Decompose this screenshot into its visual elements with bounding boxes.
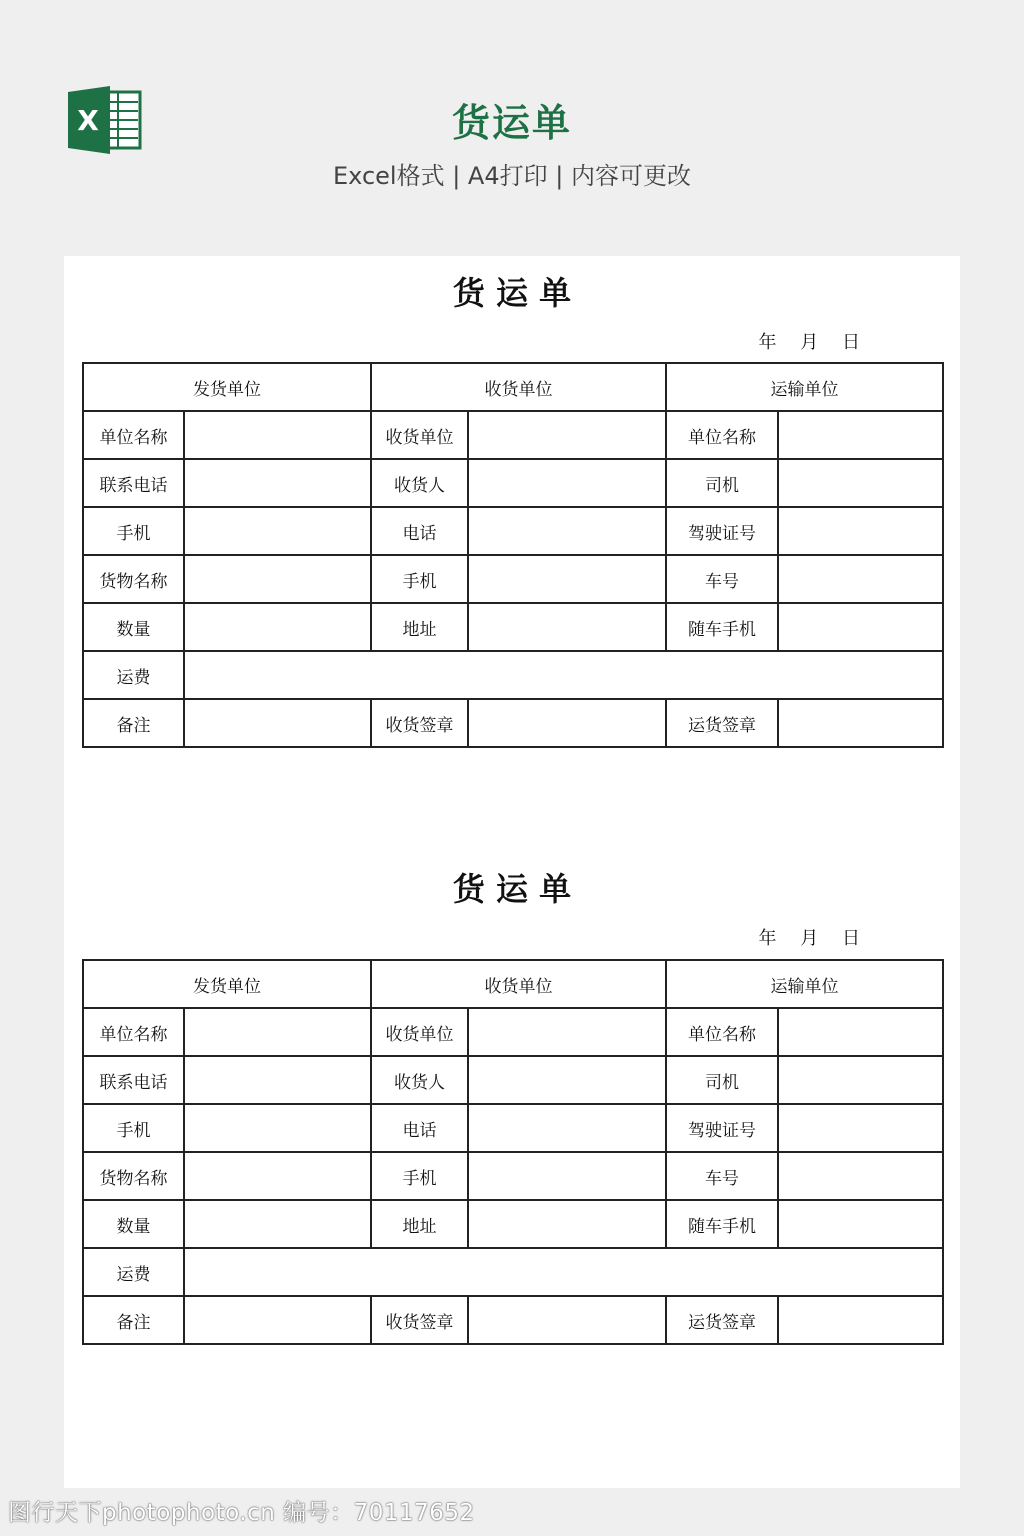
field-label: 电话 bbox=[371, 507, 468, 555]
field-label: 驾驶证号 bbox=[666, 1104, 778, 1152]
value-cell[interactable] bbox=[778, 459, 943, 507]
freight-value-cell[interactable] bbox=[184, 1248, 943, 1296]
field-label: 车号 bbox=[666, 555, 778, 603]
section-carrier: 运输单位 bbox=[666, 363, 943, 411]
field-label: 地址 bbox=[371, 1200, 468, 1248]
field-label: 单位名称 bbox=[666, 1008, 778, 1056]
value-cell[interactable] bbox=[468, 1056, 666, 1104]
table-row bbox=[83, 555, 943, 603]
value-cell[interactable] bbox=[778, 1104, 943, 1152]
form-title: 货 运 单 bbox=[452, 870, 572, 908]
table-row bbox=[83, 1104, 943, 1152]
section-carrier: 运输单位 bbox=[666, 960, 943, 1008]
field-label: 收货单位 bbox=[371, 411, 468, 459]
field-label: 运货签章 bbox=[666, 1296, 778, 1344]
section-sender: 发货单位 bbox=[83, 960, 371, 1008]
field-label: 数量 bbox=[83, 1200, 184, 1248]
table-row bbox=[83, 603, 943, 651]
table-row bbox=[83, 459, 943, 507]
field-label: 单位名称 bbox=[83, 411, 184, 459]
value-cell[interactable] bbox=[468, 459, 666, 507]
value-cell[interactable] bbox=[184, 1296, 371, 1344]
date-year: 年 bbox=[758, 332, 777, 353]
logo-letter: X bbox=[77, 104, 99, 137]
value-cell[interactable] bbox=[778, 1152, 943, 1200]
value-cell[interactable] bbox=[778, 603, 943, 651]
field-label: 手机 bbox=[371, 1152, 468, 1200]
date-day: 日 bbox=[842, 332, 860, 353]
field-label: 司机 bbox=[666, 1056, 778, 1104]
section-sender: 发货单位 bbox=[83, 363, 371, 411]
field-label: 联系电话 bbox=[83, 1056, 184, 1104]
field-label: 备注 bbox=[83, 699, 184, 747]
field-label: 单位名称 bbox=[666, 411, 778, 459]
value-cell[interactable] bbox=[184, 555, 371, 603]
value-cell[interactable] bbox=[184, 699, 371, 747]
value-cell[interactable] bbox=[184, 507, 371, 555]
freight-value-cell[interactable] bbox=[184, 651, 943, 699]
value-cell[interactable] bbox=[468, 555, 666, 603]
value-cell[interactable] bbox=[468, 699, 666, 747]
value-cell[interactable] bbox=[184, 1200, 371, 1248]
field-label: 随车手机 bbox=[666, 603, 778, 651]
field-label: 手机 bbox=[83, 1104, 184, 1152]
table-row bbox=[83, 1200, 943, 1248]
value-cell[interactable] bbox=[184, 411, 371, 459]
page-title: 货运单 bbox=[451, 101, 572, 145]
date-month: 月 bbox=[800, 928, 819, 949]
field-label: 收货签章 bbox=[371, 699, 468, 747]
section-receiver: 收货单位 bbox=[371, 363, 666, 411]
table-row bbox=[83, 507, 943, 555]
value-cell[interactable] bbox=[468, 1152, 666, 1200]
remarks-row bbox=[83, 699, 943, 747]
field-label: 地址 bbox=[371, 603, 468, 651]
field-label: 备注 bbox=[83, 1296, 184, 1344]
field-label: 货物名称 bbox=[83, 555, 184, 603]
value-cell[interactable] bbox=[184, 1152, 371, 1200]
value-cell[interactable] bbox=[184, 1008, 371, 1056]
watermark: 图行天下photophoto.cn 编号：70117652 bbox=[8, 1500, 475, 1526]
freight-row bbox=[83, 651, 943, 699]
field-label: 收货单位 bbox=[371, 1008, 468, 1056]
field-label: 联系电话 bbox=[83, 459, 184, 507]
remarks-row bbox=[83, 1296, 943, 1344]
form-title: 货 运 单 bbox=[452, 274, 572, 312]
value-cell[interactable] bbox=[778, 411, 943, 459]
date-year: 年 bbox=[758, 928, 777, 949]
value-cell[interactable] bbox=[778, 555, 943, 603]
value-cell[interactable] bbox=[468, 1296, 666, 1344]
value-cell[interactable] bbox=[778, 1008, 943, 1056]
waybill-table bbox=[82, 362, 944, 748]
field-label: 收货人 bbox=[371, 1056, 468, 1104]
section-header-row bbox=[83, 363, 943, 411]
value-cell[interactable] bbox=[778, 1296, 943, 1344]
waybill-table bbox=[82, 959, 944, 1345]
value-cell[interactable] bbox=[778, 507, 943, 555]
field-label: 电话 bbox=[371, 1104, 468, 1152]
value-cell[interactable] bbox=[184, 459, 371, 507]
value-cell[interactable] bbox=[468, 411, 666, 459]
value-cell[interactable] bbox=[778, 1056, 943, 1104]
value-cell[interactable] bbox=[468, 1104, 666, 1152]
field-label: 随车手机 bbox=[666, 1200, 778, 1248]
field-label: 车号 bbox=[666, 1152, 778, 1200]
field-label: 驾驶证号 bbox=[666, 507, 778, 555]
value-cell[interactable] bbox=[468, 507, 666, 555]
field-label: 运货签章 bbox=[666, 699, 778, 747]
freight-row bbox=[83, 1248, 943, 1296]
value-cell[interactable] bbox=[468, 1200, 666, 1248]
date-line bbox=[741, 328, 860, 354]
field-label: 单位名称 bbox=[83, 1008, 184, 1056]
table-row bbox=[83, 1056, 943, 1104]
table-row bbox=[83, 1152, 943, 1200]
freight-label: 运费 bbox=[83, 651, 184, 699]
field-label: 数量 bbox=[83, 603, 184, 651]
field-label: 收货签章 bbox=[371, 1296, 468, 1344]
field-label: 手机 bbox=[371, 555, 468, 603]
field-label: 司机 bbox=[666, 459, 778, 507]
value-cell[interactable] bbox=[184, 1056, 371, 1104]
date-line bbox=[741, 924, 860, 950]
value-cell[interactable] bbox=[184, 1104, 371, 1152]
value-cell[interactable] bbox=[184, 603, 371, 651]
date-month: 月 bbox=[800, 332, 819, 353]
page-subtitle: Excel格式 | A4打印 | 内容可更改 bbox=[333, 162, 691, 190]
worksheet bbox=[64, 256, 960, 1488]
field-label: 货物名称 bbox=[83, 1152, 184, 1200]
freight-label: 运费 bbox=[83, 1248, 184, 1296]
value-cell[interactable] bbox=[468, 1008, 666, 1056]
field-label: 手机 bbox=[83, 507, 184, 555]
table-row bbox=[83, 1008, 943, 1056]
value-cell[interactable] bbox=[778, 1200, 943, 1248]
value-cell[interactable] bbox=[778, 699, 943, 747]
value-cell[interactable] bbox=[468, 603, 666, 651]
date-day: 日 bbox=[842, 928, 860, 949]
table-row bbox=[83, 411, 943, 459]
field-label: 收货人 bbox=[371, 459, 468, 507]
section-receiver: 收货单位 bbox=[371, 960, 666, 1008]
section-header-row bbox=[83, 960, 943, 1008]
